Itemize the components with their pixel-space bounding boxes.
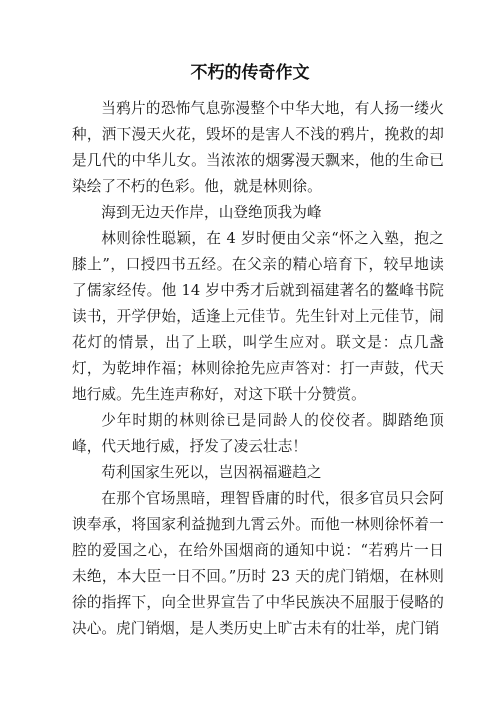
article-body bbox=[72, 96, 444, 642]
section-heading-1: 海到无边天作岸，山登绝顶我为峰 bbox=[101, 204, 322, 221]
paragraph-childhood: 林则徐性聪颖，在 4 岁时便由父亲“怀之入塾，抱之膝上”，口授四书五经。在父亲的精心培育下，较早地读了儒家经传。他 14 岁中秀才后就到福建著名的鳌峰书院读书，开学伊始，适逢上元佳节。先生针对上元佳节，闹花灯的情景，出了上联，叫学生应对。联文是：点几盏灯，为乾坤作福；林则徐抢先应声答对：打一声鼓，代天地行威。先生连声称好，对这下联十分赞赏。 bbox=[72, 230, 444, 403]
paragraph-opium-destruction: 在那个官场黑暗，理智昏庸的时代，很多官员只会阿谀奉承，将国家利益抛到九霄云外。而他一林则徐怀着一腔的爱国之心，在给外国烟商的通知中说：“若鸦片一日未绝，本大臣一日不回。”历时 23 天的虎门销烟，在林则徐的指挥下，向全世界宣告了中华民族决不屈服于侵略的决心。虎门销烟，是人类历史上旷古未有的壮举，虎门销 bbox=[72, 490, 444, 637]
paragraph-youth: 少年时期的林则徐已是同龄人的佼佼者。脚踏绝顶峰，代天地行威，抒发了凌云壮志！ bbox=[72, 412, 444, 455]
page-title: 不朽的传奇作文 bbox=[190, 63, 310, 83]
paragraph-intro: 当鸦片的恐怖气息弥漫整个中华大地，有人扬一缕火种，洒下漫天火花，毁坏的是害人不浅的鸦片，挽救的却是几代的中华儿女。当浓浓的烟雾漫天飘来，他的生命已染绘了不朽的色彩。他，就是林则徐。 bbox=[72, 100, 444, 195]
section-heading-2: 苟利国家生死以，岂因祸福避趋之 bbox=[101, 464, 322, 481]
